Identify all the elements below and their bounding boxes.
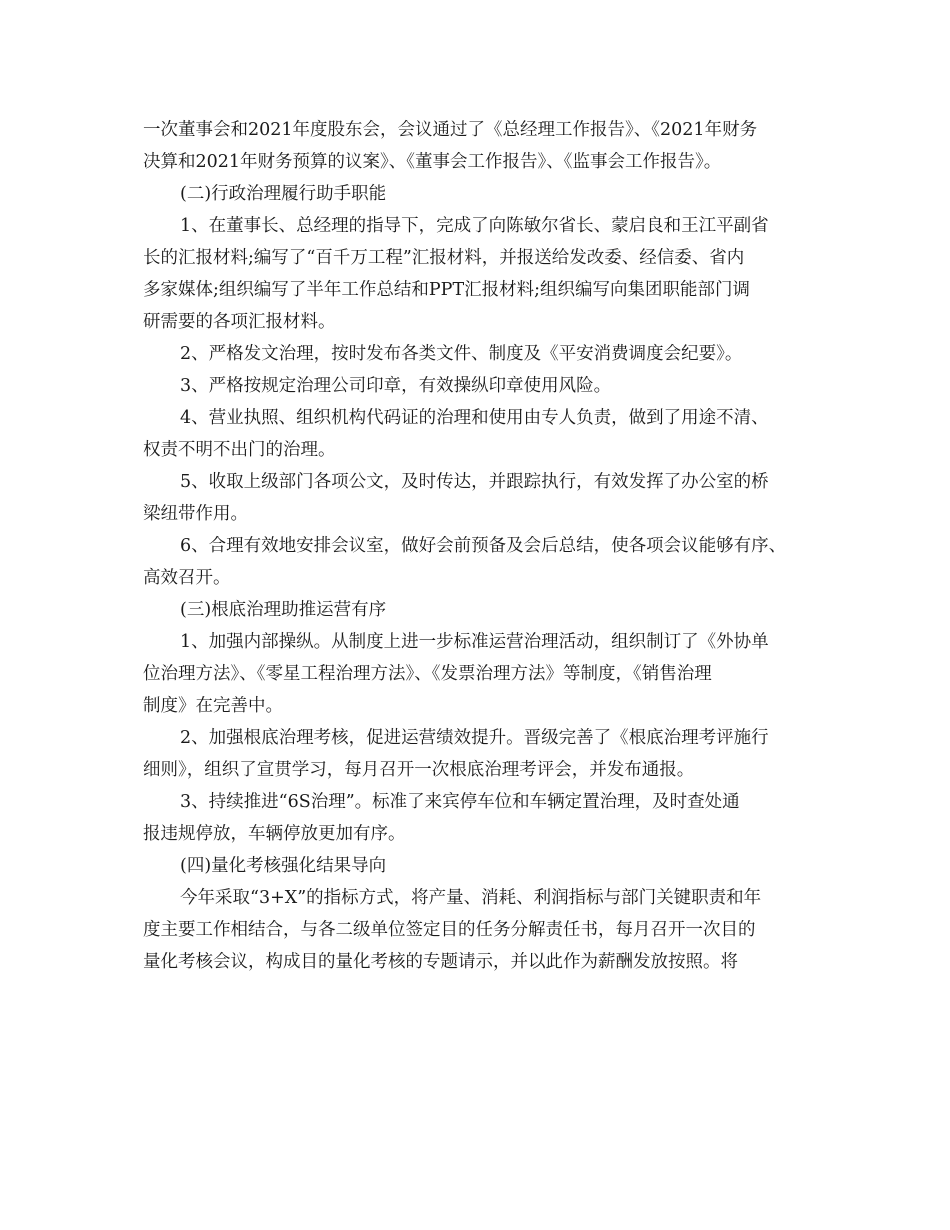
text-line: (三)根底治理助推运营有序 bbox=[180, 600, 387, 620]
text-line: 今年采取“3+X”的指标方式，将产量、消耗、利润指标与部门关键职责和年 bbox=[180, 888, 762, 908]
text-line: 梁纽带作用。 bbox=[143, 504, 248, 524]
text-line: 1、在董事长、总经理的指导下，完成了向陈敏尔省长、蒙启良和王江平副省 bbox=[180, 216, 769, 236]
body-text bbox=[143, 114, 823, 978]
text-line: 2、严格发文治理，按时发布各类文件、制度及《平安消费调度会纪要》。 bbox=[180, 344, 743, 364]
text-line: 细则》，组织了宣贯学习，每月召开一次根底治理考评会，并发布通报。 bbox=[143, 760, 695, 780]
text-line: 位治理方法》、《零星工程治理方法》、《发票治理方法》等制度，《销售治理 bbox=[143, 664, 712, 684]
text-line: 4、营业执照、组织机构代码证的治理和使用由专人负责，做到了用途不清、 bbox=[180, 408, 769, 428]
text-line: 2、加强根底治理考核，促进运营绩效提升。晋级完善了《根底治理考评施行 bbox=[180, 728, 769, 748]
text-line: 多家媒体;组织编写了半年工作总结和PPT汇报材料;组织编写向集团职能部门调 bbox=[143, 280, 751, 300]
text-line: 决算和2021年财务预算的议案》、《董事会工作报告》、《监事会工作报告》。 bbox=[143, 152, 722, 172]
text-line: 长的汇报材料;编写了“百千万工程”汇报材料，并报送给发改委、经信委、省内 bbox=[143, 248, 745, 268]
text-line: (四)量化考核强化结果导向 bbox=[180, 856, 387, 876]
text-line: 1、加强内部操纵。从制度上进一步标准运营治理活动，组织制订了《外协单 bbox=[180, 632, 769, 652]
text-line: 3、严格按规定治理公司印章，有效操纵印章使用风险。 bbox=[180, 376, 612, 396]
text-line: 报违规停放，车辆停放更加有序。 bbox=[143, 824, 406, 844]
text-line: 量化考核会议，构成目的量化考核的专题请示，并以此作为薪酬发放按照。将 bbox=[143, 952, 738, 972]
text-line: 3、持续推进“6S治理”。标准了来宾停车位和车辆定置治理，及时查处通 bbox=[180, 792, 740, 812]
text-line: 制度》在完善中。 bbox=[143, 696, 283, 716]
text-line: (二)行政治理履行助手职能 bbox=[180, 184, 387, 204]
text-line: 权责不明不出门的治理。 bbox=[143, 440, 336, 460]
text-line: 5、收取上级部门各项公文，及时传达，并跟踪执行，有效发挥了办公室的桥 bbox=[180, 472, 769, 492]
text-line: 研需要的各项汇报材料。 bbox=[143, 312, 336, 332]
text-line: 高效召开。 bbox=[143, 568, 231, 588]
text-line: 一次董事会和2021年度股东会，会议通过了《总经理工作报告》、《2021年财务 bbox=[143, 120, 758, 140]
text-line: 6、合理有效地安排会议室，做好会前预备及会后总结，使各项会议能够有序、 bbox=[180, 536, 787, 556]
text-line: 度主要工作相结合，与各二级单位签定目的任务分解责任书，每月召开一次目的 bbox=[143, 920, 756, 940]
